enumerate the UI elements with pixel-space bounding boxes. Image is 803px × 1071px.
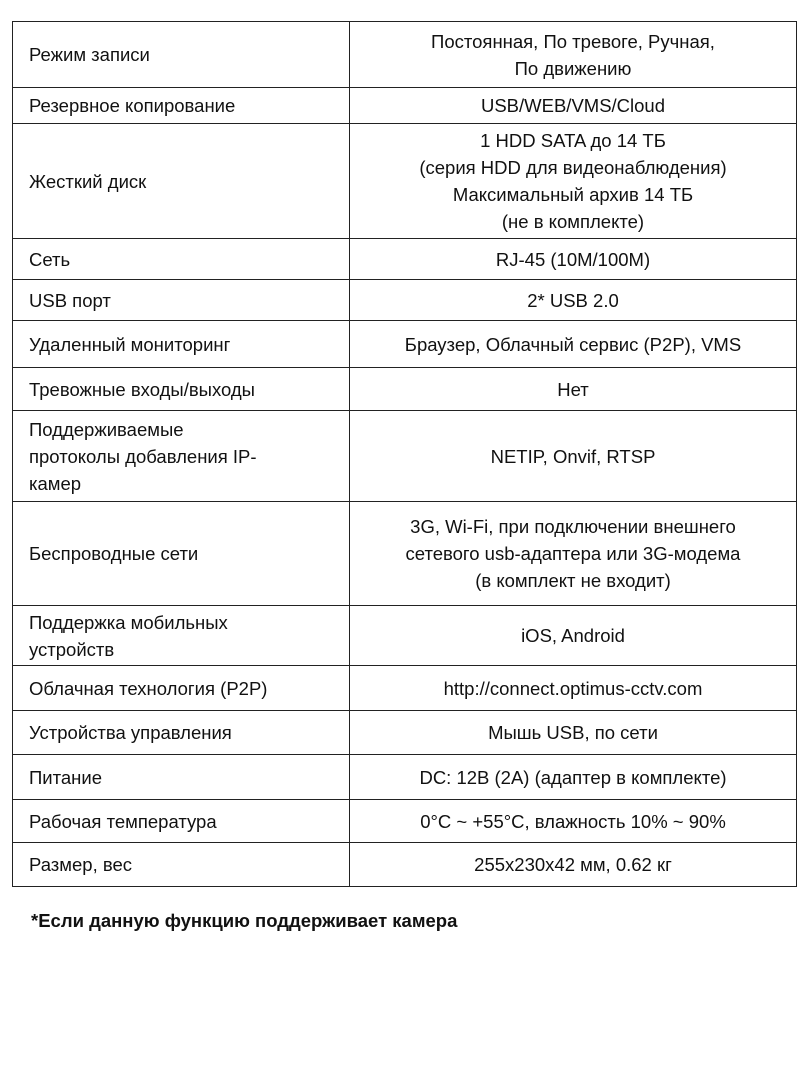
spec-label (13, 22, 350, 88)
table-row (13, 666, 797, 711)
spec-label-line: камер (29, 472, 82, 494)
spec-value-line: (серия HDD для видеонаблюдения) (419, 157, 727, 178)
spec-label-line: Рабочая температура (29, 810, 217, 832)
spec-value-line: (не в комплекте) (501, 211, 645, 232)
footnote: *Если данную функцию поддерживает камера (31, 910, 458, 931)
spec-value-line: http://connect.optimus-cctv.com (443, 677, 703, 699)
spec-value (350, 800, 797, 843)
spec-value (350, 239, 797, 280)
spec-label (13, 88, 350, 124)
spec-label-line: Беспроводные сети (29, 543, 199, 564)
spec-table-body (13, 22, 797, 887)
table-row (13, 843, 797, 887)
spec-label (13, 606, 350, 666)
table-row (13, 411, 797, 502)
spec-value (350, 606, 797, 666)
spec-value (350, 755, 797, 800)
table-row (13, 800, 797, 843)
spec-value (350, 502, 797, 606)
table-row (13, 321, 797, 368)
spec-label (13, 368, 350, 411)
spec-label (13, 711, 350, 755)
spec-label-line: Размер, вес (29, 854, 133, 875)
spec-value-line: 1 HDD SATA до 14 ТБ (480, 130, 666, 151)
spec-table (12, 21, 797, 887)
spec-label-line: Сеть (29, 248, 71, 270)
spec-value-line: NETIP, Onvif, RTSP (490, 445, 656, 467)
spec-value-line: 255x230x42 мм, 0.62 кг (474, 854, 672, 875)
spec-value-line: Браузер, Облачный сервис (P2P), VMS (404, 333, 742, 355)
spec-value (350, 88, 797, 124)
table-row (13, 606, 797, 666)
spec-label-line: Поддерживаемые (29, 418, 184, 440)
spec-value-line: RJ-45 (10M/100M) (495, 248, 651, 270)
spec-label-line: USB порт (29, 289, 111, 311)
table-row (13, 239, 797, 280)
spec-label-line: протоколы добавления IP- (29, 445, 257, 467)
spec-value-line: По движению (514, 57, 632, 79)
spec-value-line: iOS, Android (521, 625, 625, 646)
spec-value-line: 3G, Wi-Fi, при подключении внешнего (410, 516, 736, 537)
spec-label-line: Поддержка мобильных (29, 611, 228, 633)
spec-value-line: Нет (557, 378, 589, 400)
table-row (13, 711, 797, 755)
spec-value (350, 368, 797, 411)
table-row (13, 88, 797, 124)
spec-label (13, 502, 350, 606)
spec-value-line: Постоянная, По тревоге, Ручная, (431, 30, 715, 52)
spec-label (13, 800, 350, 843)
spec-value-line: Максимальный архив 14 ТБ (452, 184, 694, 205)
spec-label-line: Удаленный мониторинг (29, 333, 231, 355)
spec-value-line: 2* USB 2.0 (527, 289, 619, 311)
table-row (13, 502, 797, 606)
spec-value-line: (в комплект не входит) (475, 570, 671, 591)
spec-value (350, 22, 797, 88)
spec-label (13, 239, 350, 280)
spec-value-line: DC: 12В (2А) (адаптер в комплекте) (419, 766, 727, 788)
spec-value (350, 411, 797, 502)
spec-label-line: Облачная технология (P2P) (29, 677, 268, 699)
spec-label (13, 280, 350, 321)
table-row (13, 755, 797, 800)
table-row (13, 124, 797, 239)
spec-label-line: Тревожные входы/выходы (29, 378, 255, 400)
spec-value-line: Мышь USB, по сети (488, 722, 658, 743)
spec-label (13, 321, 350, 368)
spec-value (350, 711, 797, 755)
spec-label (13, 843, 350, 887)
spec-label (13, 124, 350, 239)
spec-value (350, 843, 797, 887)
spec-value-line: USB/WEB/VMS/Cloud (480, 95, 666, 116)
spec-label-line: устройств (29, 638, 115, 660)
table-row (13, 280, 797, 321)
spec-label (13, 666, 350, 711)
spec-value (350, 124, 797, 239)
spec-value (350, 321, 797, 368)
spec-label (13, 411, 350, 502)
spec-label-line: Устройства управления (29, 722, 232, 743)
table-row (13, 22, 797, 88)
spec-label-line: Питание (29, 766, 103, 788)
spec-label-line: Жесткий диск (29, 170, 147, 192)
spec-value (350, 666, 797, 711)
spec-value (350, 280, 797, 321)
spec-label-line: Режим записи (29, 44, 150, 65)
spec-label (13, 755, 350, 800)
spec-value-line: 0°C ~ +55°C, влажность 10% ~ 90% (420, 810, 726, 832)
spec-value-line: сетевого usb-адаптера или 3G-модема (405, 543, 741, 564)
spec-label-line: Резервное копирование (29, 95, 236, 116)
table-row (13, 368, 797, 411)
